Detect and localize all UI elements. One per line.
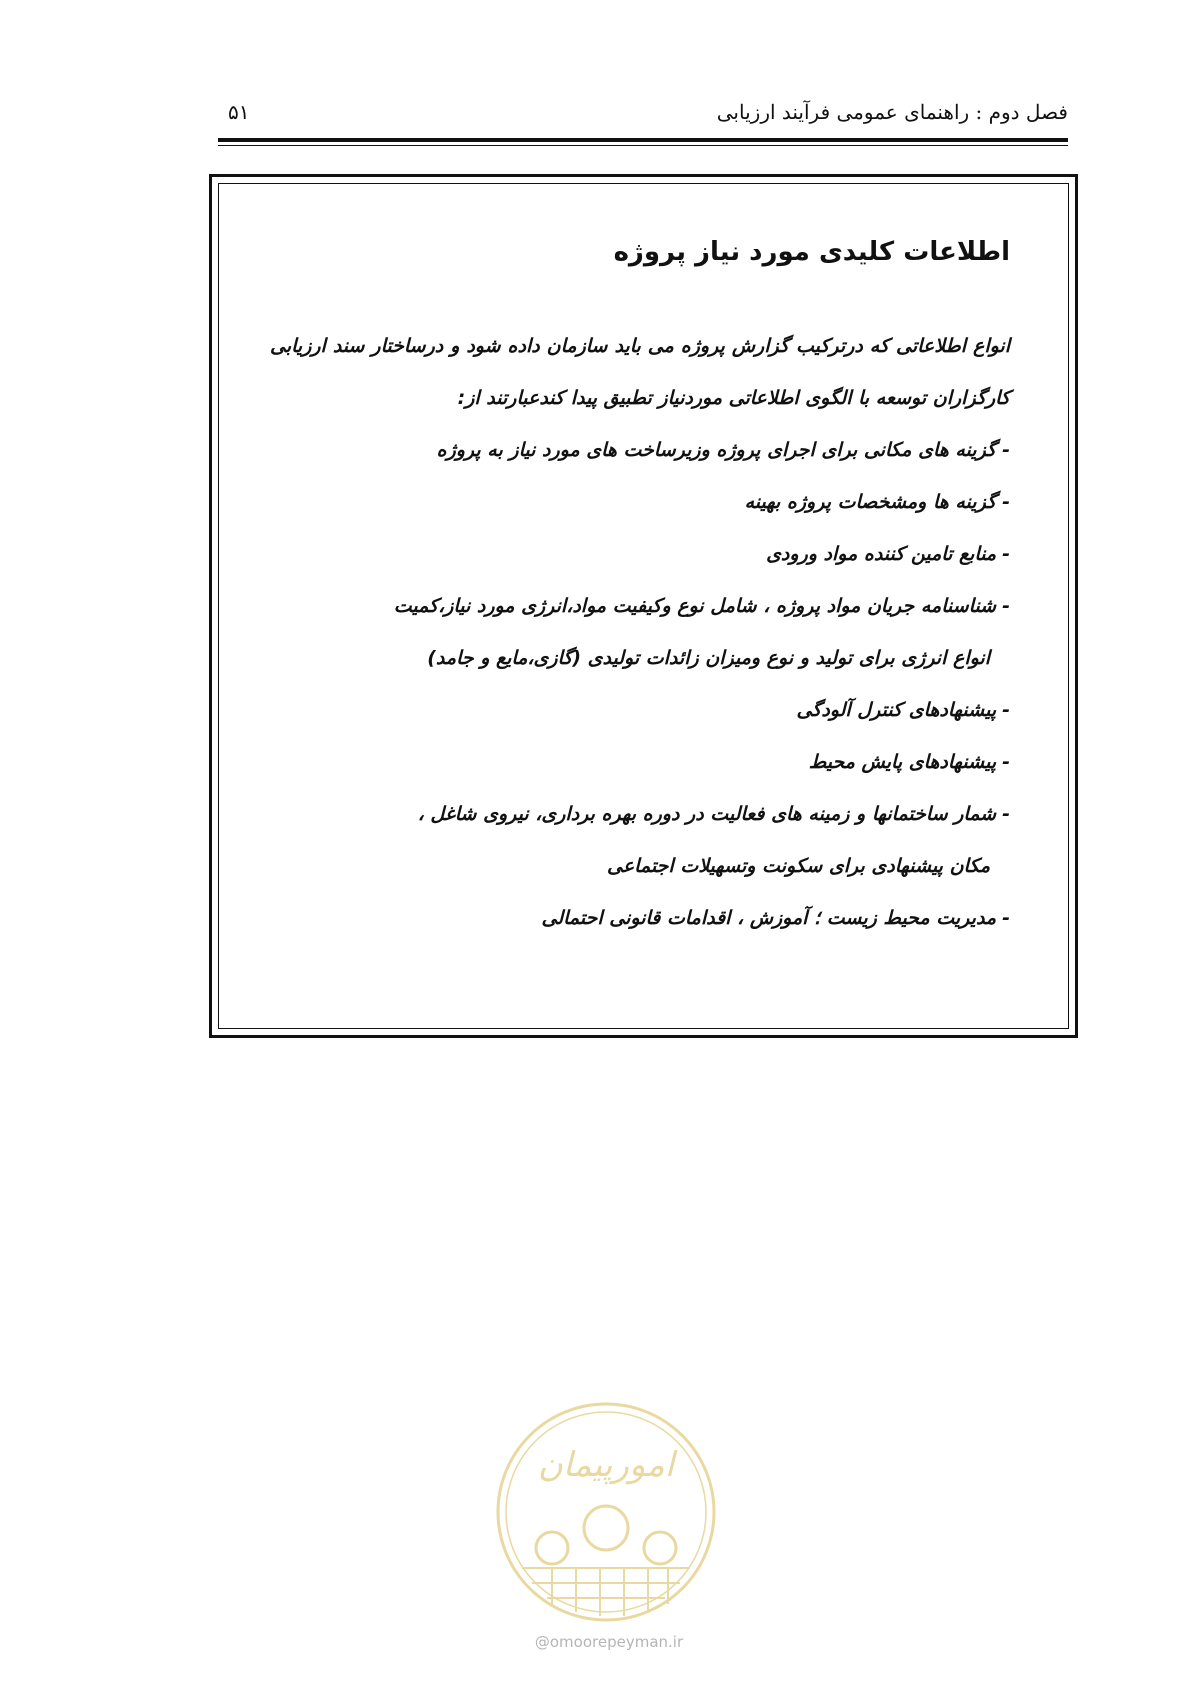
list-item: -گزینه های مکانی برای اجرای پروژه وزیرساخت های مورد نیاز به پروژه [436,439,1010,461]
list-item: -پیشنهادهای پایش محیط [808,751,1010,773]
requirements-list [270,424,1010,944]
page-number: ۵۱ [228,100,250,124]
list-item-continuation: مکان پیشنهادی برای سکونت وتسهیلات اجتماعی [607,855,990,877]
box-title: اطلاعات کلیدی مورد نیاز پروژه [613,237,1010,267]
list-item-continuation: انواع انرژی برای تولید و نوع ومیزان زائدات تولیدی (گازی،مایع و جامد) [427,647,990,669]
header-rule [218,138,1068,142]
watermark-logo-text: امورپیمان [537,1445,675,1485]
list-item: -منابع تامین کننده مواد ورودی [766,543,1010,565]
box-content [270,232,1010,944]
page-header [218,96,1068,136]
intro-paragraph: انواع اطلاعاتی که درترکیب گزارش پروژه می باید سازمان داده شود و درساختار سند ارزیابی کارگزاران توسعه با الگوی اطلاعاتی موردنیاز تطبیق پیدا کندعبارتند از: [270,335,1010,409]
list-item: -پیشنهادهای کنترل آلودگی [796,699,1010,721]
watermark-logo [492,1398,720,1626]
header-rule-thin [218,145,1068,146]
list-item: -شمار ساختمانها و زمینه های فعالیت در دوره بهره برداری، نیروی شاغل ، مکان پیشنهادی برای سکونت وتسهیلات اجتماعی [270,788,1010,892]
list-item: -مدیریت محیط زیست ؛ آموزش ، اقدامات قانونی احتمالی [541,907,1010,929]
chapter-title: فصل دوم : راهنمای عمومی فرآیند ارزیابی [716,100,1068,124]
watermark-url: @omoorepeyman.ir [534,1633,684,1651]
list-item: -شناسنامه جریان مواد پروژه ، شامل نوع وکیفیت مواد،انرژی مورد نیاز،کمیت انواع انرژی برای تولید و نوع ومیزان زائدات تولیدی (گازی،مایع و جامد) [270,580,1010,684]
list-item: -گزینه ها ومشخصات پروژه بهینه [744,491,1010,513]
